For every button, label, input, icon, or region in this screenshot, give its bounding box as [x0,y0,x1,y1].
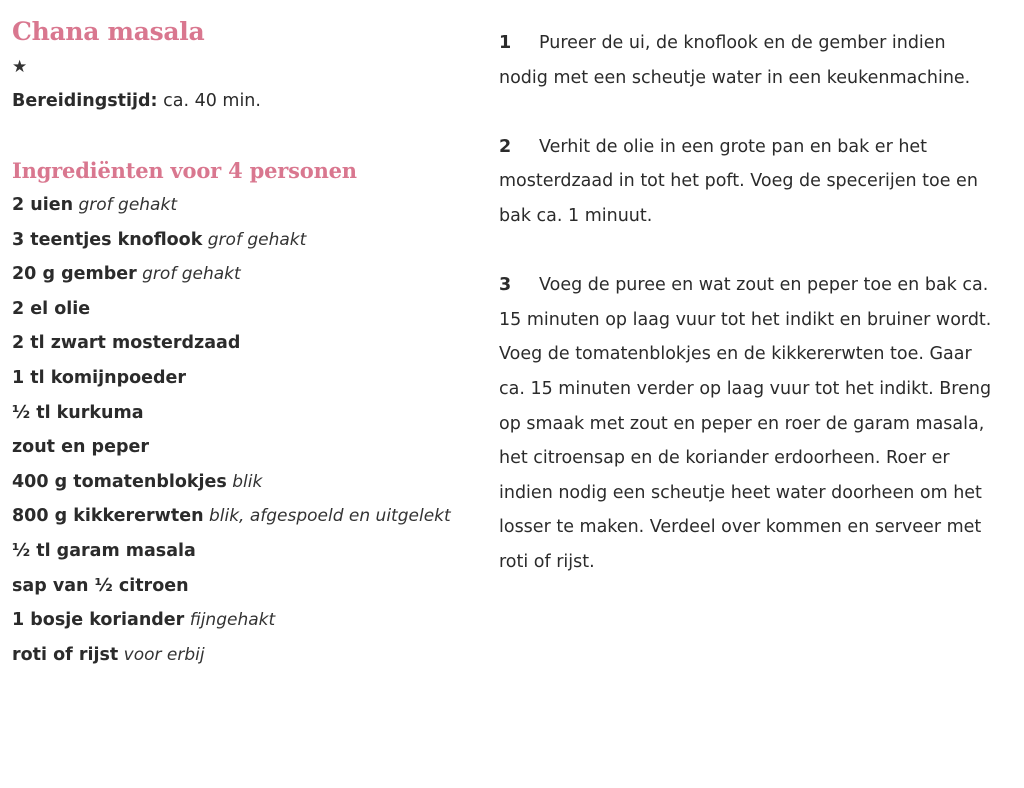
ingredient-note: blik, afgespoeld en uitgelekt [203,506,451,527]
preparation-steps [499,26,999,614]
ingredient-name: 400 g tomatenblokjes [12,471,227,492]
ingredient-item [12,569,482,604]
step-text: Voeg de puree en wat zout en peper toe en bak ca. 15 minuten op laag vuur tot het indikt en bruiner wordt. Voeg de tomatenblokjes en de kikkererwten toe. Gaar ca. 15 minuten verder op laag vuur tot het indikt. Breng op smaak met zout en peper en roer de garam masala, het citroensap en de koriander erdoorheen. Roer er indien nodig een scheutje heet water doorheen om het losser te maken. Verdeel over kommen en serveer met roti of rijst. [499,275,992,572]
ingredient-item [12,361,482,396]
ingredient-list [12,188,482,672]
ingredient-item [12,257,482,292]
ingredient-item [12,499,482,534]
ingredient-name: 2 tl zwart mosterdzaad [12,333,241,354]
prep-time [12,84,482,118]
ingredient-item [12,534,482,569]
ingredient-name: 800 g kikkererwten [12,506,204,527]
ingredient-name: 20 g gember [12,264,137,285]
ingredient-item [12,430,482,465]
step-text: Pureer de ui, de knoflook en de gember indien nodig met een scheutje water in een keukenmachine. [499,33,971,88]
ingredient-note: grof gehakt [136,264,241,285]
ingredient-note: grof gehakt [73,195,177,215]
ingredient-name: 2 el olie [12,298,91,319]
ingredient-item [12,638,482,673]
step-number: 2 [499,136,512,157]
ingredient-name: 3 teentjes knoflook [12,229,203,250]
difficulty-star-icon: ★ [12,57,28,77]
ingredient-name: ½ tl garam masala [12,540,196,561]
ingredient-item [12,292,482,327]
ingredient-name: ½ tl kurkuma [12,402,144,423]
ingredient-name: 1 tl komijnpoeder [12,367,187,388]
ingredient-name: 2 uien [12,195,74,215]
recipe-title: Chana masala [12,17,205,46]
step-text: Verhit de olie in een grote pan en bak er het mosterdzaad in tot het poft. Voeg de specerijen toe en bak ca. 1 minuut. [499,136,978,226]
step-3 [499,268,999,579]
ingredient-note: grof gehakt [202,229,307,250]
ingredient-item [12,223,482,258]
step-1 [499,26,999,95]
ingredient-item [12,396,482,431]
ingredient-item [12,603,482,638]
step-number: 3 [499,275,512,296]
prep-time-label: Bereidingstijd: [12,91,158,111]
ingredient-name: 1 bosje koriander [12,610,185,631]
ingredient-name: zout en peper [12,437,149,458]
prep-time-value: ca. 40 min. [157,91,261,111]
ingredient-item [12,326,482,361]
step-2 [499,130,999,234]
step-number: 1 [499,33,512,53]
ingredient-name: sap van ½ citroen [12,575,189,596]
ingredient-name: roti of rijst [12,644,119,665]
ingredient-note: voor erbij [118,644,205,665]
ingredients-heading: Ingrediënten voor 4 personen [12,158,357,183]
ingredient-note: fijngehakt [184,610,276,631]
recipe-info-column [12,14,482,672]
ingredient-note: blik [226,471,263,492]
ingredient-item [12,188,482,223]
ingredient-item [12,465,482,500]
